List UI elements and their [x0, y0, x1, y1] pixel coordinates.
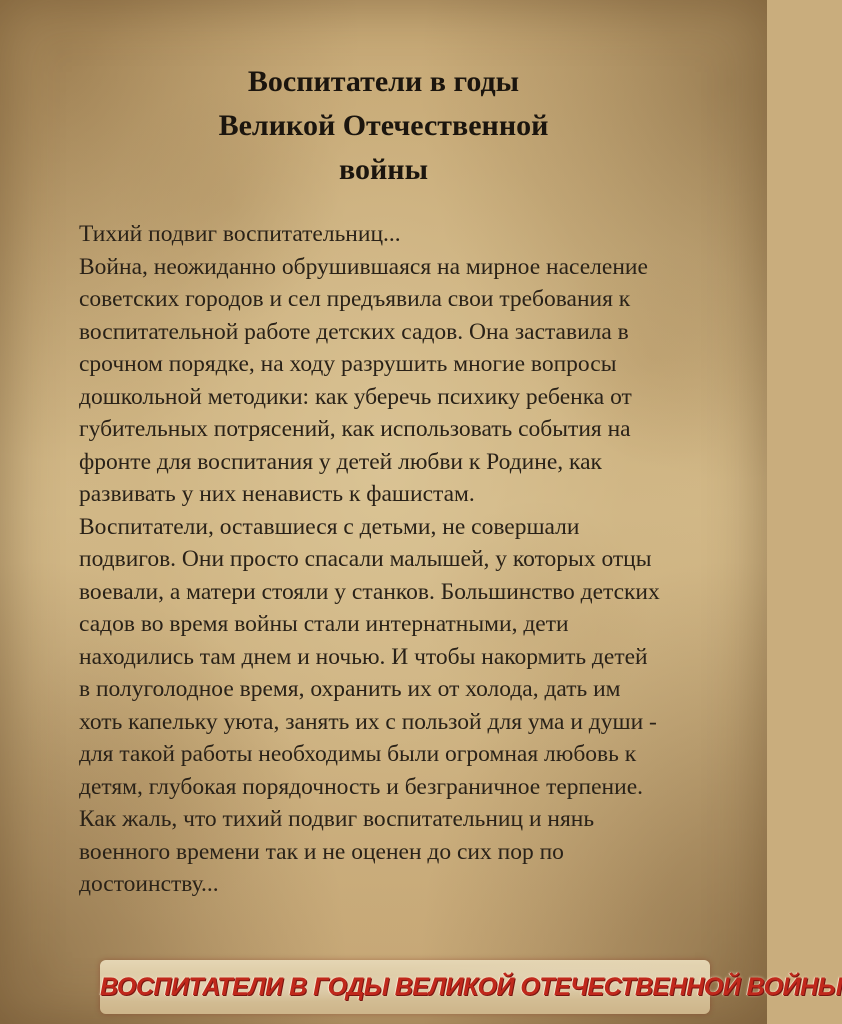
footer-banner-text: ВОСПИТАТЕЛИ В ГОДЫ ВЕЛИКОЙ ОТЕЧЕСТВЕННОЙ ВОЙНЫ: [100, 973, 842, 1001]
body-line: детям, глубокая порядочность и безграничное терпение.: [79, 773, 643, 800]
title-line: войны: [339, 153, 428, 186]
body-line: губительных потрясений, как использовать события на: [79, 416, 631, 442]
body-line: воевали, а матери стояли у станков. Большинство детских: [79, 578, 660, 605]
body-line: военного времени так и не оценен до сих пор по: [79, 838, 564, 865]
body-line: советских городов и сел предъявила свои требования к: [79, 286, 631, 312]
title-line: Великой Отечественной: [218, 109, 549, 142]
body-line: Война, неожиданно обрушившаяся на мирное население: [79, 253, 648, 280]
body-line: воспитательной работе детских садов. Она заставила в: [79, 318, 629, 345]
footer-banner: [100, 960, 842, 1014]
body-line: подвигов. Они просто спасали малышей, у которых отцы: [79, 546, 652, 572]
body-text: [79, 218, 719, 901]
body-line: срочном порядке, на ходу разрушить многие вопросы: [79, 351, 617, 377]
body-line: Тихий подвиг воспитательниц...: [79, 221, 401, 247]
body-line: для такой работы необходимы были огромная любовь к: [79, 741, 637, 767]
title-line: Воспитатели в годы: [247, 65, 520, 98]
body-line: находились там днем и ночью. И чтобы накормить детей: [79, 643, 648, 670]
body-line: хоть капельку уюта, занять их с пользой для ума и души -: [79, 708, 657, 735]
page-title: [0, 60, 767, 192]
body-line: развивать у них ненависть к фашистам.: [79, 481, 475, 507]
body-line: Воспитатели, оставшиеся с детьми, не совершали: [79, 513, 580, 540]
body-line: достоинству...: [79, 871, 219, 897]
body-line: дошкольной методики: как уберечь психику ребенка от: [79, 383, 632, 410]
body-line: Как жаль, что тихий подвиг воспитательниц и нянь: [79, 806, 595, 832]
body-line: в полуголодное время, охранить их от холода, дать им: [79, 676, 621, 702]
body-line: садов во время войны стали интернатными, дети: [79, 611, 569, 637]
body-line: фронте для воспитания у детей любви к Родине, как: [79, 448, 602, 475]
